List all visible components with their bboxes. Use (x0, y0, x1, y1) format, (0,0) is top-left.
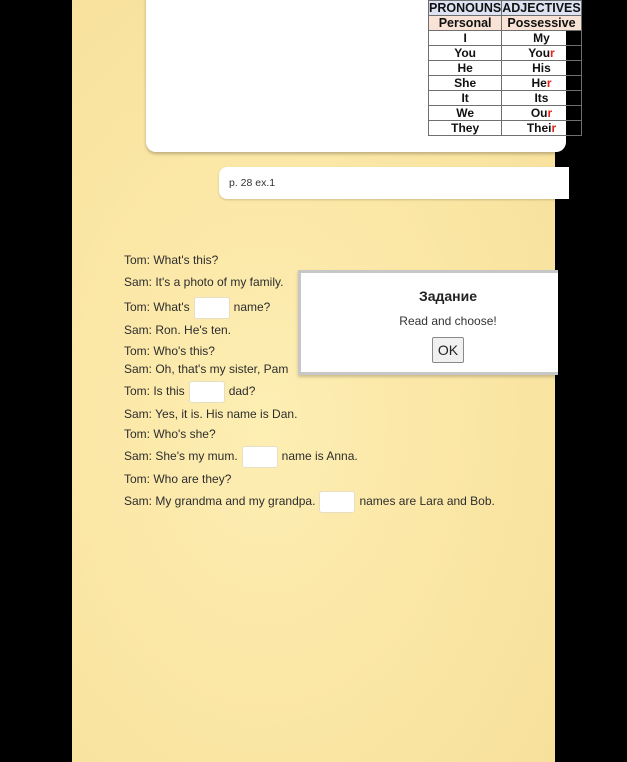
answer-blank-input[interactable] (242, 446, 278, 468)
table-row (429, 76, 582, 91)
answer-blank-input[interactable] (194, 297, 230, 319)
dialogue-text: Sam: It's a photo of my family. (124, 275, 284, 289)
dialogue-text: Sam: My grandma and my grandpa. (124, 494, 316, 509)
dialogue-line (124, 341, 215, 361)
dialogue-line (124, 320, 231, 340)
personal-pronoun-cell: You (429, 46, 502, 61)
dialogue-text-after: dad? (228, 384, 256, 399)
dialogue-text: Tom: Is this (124, 384, 185, 399)
table-row (429, 46, 582, 61)
exercise-reference-label: p. 28 ex.1 (229, 177, 276, 189)
possessive-ending: r (550, 46, 555, 60)
table-row (429, 91, 582, 106)
possessive-stem: His (532, 61, 551, 75)
dialogue-text: Sam: Ron. He's ten. (124, 323, 232, 337)
possessive-ending: r (547, 106, 553, 120)
pronouns-table (428, 0, 582, 136)
dialogue-text: Tom: Who's she? (124, 427, 216, 441)
possessive-stem: Its (534, 91, 549, 105)
personal-pronoun-cell: He (429, 61, 502, 76)
personal-pronoun-cell: They (429, 121, 502, 136)
dialogue-text: Tom: Who are they? (124, 472, 232, 486)
dialogue-line (124, 381, 255, 401)
personal-pronoun-cell: She (429, 76, 502, 91)
dialogue-line (124, 272, 283, 292)
dialogue-line (124, 404, 297, 424)
possessive-stem: You (528, 46, 551, 60)
dialogue-text-after: names are Lara and Bob. (359, 494, 495, 509)
possessive-ending: r (546, 76, 552, 90)
dialogue-text: Tom: What's this? (124, 253, 219, 267)
dialog-message: Read and choose! (399, 314, 497, 328)
table-row (429, 31, 582, 46)
ok-button[interactable]: OK (432, 337, 464, 363)
dialogue-text: Tom: Who's this? (124, 344, 215, 358)
possessive-adjective-cell (502, 76, 582, 91)
subheader-possessive: Possessive (502, 16, 582, 31)
dialogue-line (124, 446, 358, 466)
possessive-stem: My (533, 31, 550, 45)
possessive-adjective-cell (502, 46, 582, 61)
app-viewport (72, 0, 581, 762)
possessive-stem: Thei (526, 121, 552, 135)
possessive-adjective-cell (502, 31, 582, 46)
exercise-reference (219, 167, 569, 199)
task-dialog (298, 270, 558, 375)
possessive-adjective-cell (502, 106, 582, 121)
dialogue-line (124, 297, 270, 317)
dialogue-line (124, 469, 231, 489)
table-row (429, 61, 582, 76)
dialog-title: Задание (418, 288, 478, 304)
dialogue-line (124, 424, 216, 444)
dialogue-line (124, 250, 218, 270)
table-row (429, 106, 582, 121)
subheader-personal: Personal (429, 16, 502, 31)
dialogue-text: Sam: She's my mum. (124, 449, 238, 464)
grammar-card (146, 0, 581, 152)
possessive-stem: He (531, 76, 547, 90)
dialogue-text: Tom: What's (124, 300, 190, 315)
personal-pronoun-cell: It (429, 91, 502, 106)
possessive-adjective-cell (502, 61, 582, 76)
dialogue-text-after: name is Anna. (281, 449, 358, 464)
dialogue-text: Sam: Oh, that's my sister, Pam (124, 362, 289, 376)
answer-blank-input[interactable] (319, 491, 355, 513)
table-row (429, 121, 582, 136)
possessive-adjective-cell (502, 121, 582, 136)
dialogue-text: Sam: Yes, it is. His name is Dan. (124, 407, 298, 421)
possessive-ending: r (551, 121, 557, 135)
dialogue-line (124, 491, 495, 511)
answer-blank-input[interactable] (189, 381, 225, 403)
header-adjectives: ADJECTIVES (502, 1, 581, 15)
dialogue-text-after: name? (233, 300, 271, 315)
personal-pronoun-cell: We (429, 106, 502, 121)
dialogue-line (124, 359, 288, 379)
possessive-adjective-cell (502, 91, 582, 106)
header-pronouns: PRONOUNS (429, 1, 502, 15)
personal-pronoun-cell: I (429, 31, 502, 46)
possessive-stem: Ou (530, 106, 548, 120)
